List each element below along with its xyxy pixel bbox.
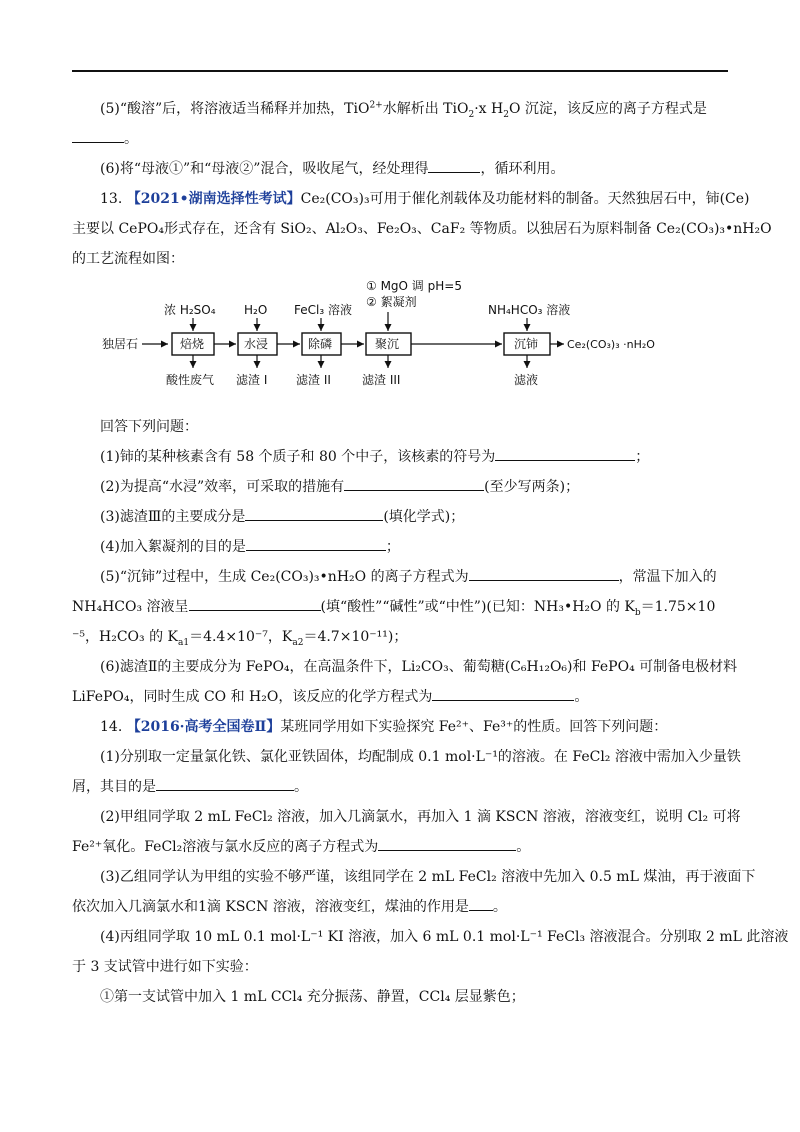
source-tag: 【2016·高考全国卷Ⅱ】 [126, 719, 281, 735]
q14-part4-line2: 于 3 支试管中进行如下实验： [72, 959, 258, 975]
q13-part6-line2: LiFePO₄，同时生成 CO 和 H₂O，该反应的化学方程式为 。 [72, 689, 589, 705]
input-flocculant: ② 絮凝剂 [366, 295, 417, 309]
output-acid-gas: 酸性废气 [166, 373, 215, 387]
answer-blank[interactable] [156, 778, 294, 791]
answer-blank[interactable] [469, 898, 493, 911]
step-roast-label: 焙烧 [180, 337, 205, 351]
q13-header: 13. 【2021•湖南选择性考试】Ce₂(CO₃)₃可用于催化剂载体及功能材料的制备。天然独居石中，铈(Ce) [100, 191, 750, 207]
answer-blank[interactable] [246, 538, 386, 551]
question-number: 13. [100, 191, 123, 207]
output-residue-1: 滤渣 I [236, 373, 268, 387]
q13-part2: (2)为提高“水浸”效率，可采取的措施有 (至少写两条)； [100, 479, 580, 495]
q14-header: 14. 【2016·高考全国卷Ⅱ】某班同学用如下实验探究 Fe²⁺、Fe³⁺的性质。回答下列问题： [100, 719, 668, 735]
source-tag: 【2021•湖南选择性考试】 [126, 191, 301, 207]
q14-part2: (2)甲组同学取 2 mL FeCl₂ 溶液，加入几滴氯水，再加入 1 滴 KSCN 溶液，溶液变红，说明 Cl₂ 可将 [100, 809, 741, 825]
q13-part5-line2: NH₄HCO₃ 溶液呈 (填“酸性”“碱性”或“中性”)(已知：NH₃•H₂O 的 $K_b=1.75\times 10$ [72, 599, 716, 618]
q13-lead: 回答下列问题： [100, 419, 198, 435]
q13-part6: (6)滤渣Ⅱ的主要成分为 FePO₄，在高温条件下，Li₂CO₃、葡萄糖(C₆H₁₂O₆)和 FePO₄ 可制备电极材料 [100, 659, 738, 675]
q13-intro-line2: 主要以 CePO₄形式存在，还含有 SiO₂、Al₂O₃、Fe₂O₃、CaF₂ 等物质。以独居石为原料制备 Ce₂(CO₃)₃•nH₂O [72, 221, 772, 237]
answer-blank[interactable] [189, 598, 321, 611]
q14-part4: (4)丙组同学取 10 mL 0.1 mol·L⁻¹ KI 溶液，加入 6 mL 0.1 mol·L⁻¹ FeCl₃ 溶液混合。分别取 2 mL 此溶液 [100, 929, 789, 945]
q13-part3: (3)滤渣Ⅲ的主要成分是 (填化学式)； [100, 509, 465, 525]
q13-part4: (4)加入絮凝剂的目的是 ； [100, 539, 400, 555]
q14-part2-line2: Fe²⁺氧化。FeCl₂溶液与氯水反应的离子方程式为 。 [72, 839, 531, 855]
answer-blank[interactable] [495, 448, 635, 461]
q12-part5: (5)“酸溶”后，将溶液适当稀释并加热，TiO$^{2+}$水解析出 TiO$_2$·x $H_2O$ 沉淀，该反应的离子方程式是 [100, 100, 707, 120]
q13-intro-line3: 的工艺流程如图： [72, 251, 184, 267]
output-residue-2: 滤渣 II [296, 373, 331, 387]
input-mgo-ph: ① MgO 调 pH=5 [366, 279, 462, 293]
q13-part5: (5)“沉铈”过程中，生成 Ce₂(CO₃)₃•nH₂O 的离子方程式为 ，常温下加入的 [100, 569, 717, 585]
step-cerium-precipitation-label: 沉铈 [514, 337, 539, 351]
input-ammonium-bicarbonate: NH₄HCO₃ 溶液 [488, 303, 571, 317]
answer-blank[interactable] [72, 130, 124, 143]
q14-part1: (1)分别取一定量氯化铁、氯化亚铁固体，均配制成 0.1 mol·L⁻¹的溶液。在 FeCl₂ 溶液中需加入少量铁 [100, 749, 741, 765]
q13-part5-line3: ⁻⁵，H₂CO₃ 的 $K_{a1}=4.4\times 10^{-7}$，$K_{a2}=4.7\times 10^{-11}$)； [72, 629, 408, 648]
answer-blank[interactable] [428, 160, 480, 173]
input-conc-sulfuric-acid: 浓 H₂SO₄ [164, 303, 216, 317]
flow-product-label: Ce₂(CO₃)₃ ·nH₂O [567, 338, 655, 351]
q12-part6: (6)将“母液①”和“母液②”混合，吸收尾气，经处理得 ，循环利用。 [100, 161, 565, 177]
question-number: 14. [100, 719, 123, 735]
answer-blank[interactable] [344, 478, 484, 491]
q13-part1: (1)铈的某种核素含有 58 个质子和 80 个中子，该核素的符号为 ； [100, 449, 650, 465]
answer-blank[interactable] [469, 568, 619, 581]
q14-part3-line2: 依次加入几滴氯水和1滴 KSCN 溶液，溶液变红，煤油的作用是 。 [72, 899, 507, 915]
input-ferric-chloride: FeCl₃ 溶液 [294, 303, 352, 317]
input-water: H₂O [244, 303, 268, 317]
q14-part4-step1: ①第一支试管中加入 1 mL CCl₄ 充分振荡、静置，CCl₄ 层显紫色； [100, 989, 525, 1005]
answer-blank[interactable] [378, 838, 516, 851]
q14-part1-line2: 屑，其目的是 。 [72, 779, 308, 795]
answer-blank[interactable] [432, 688, 574, 701]
step-phosphorus-removal-label: 除磷 [308, 337, 333, 351]
step-coagulation-label: 聚沉 [375, 337, 400, 351]
flow-start-label: 独居石 [102, 337, 139, 351]
header-rule [72, 70, 728, 72]
answer-blank[interactable] [245, 508, 383, 521]
q12-part5-answer: 。 [72, 130, 732, 148]
process-flowchart [96, 276, 716, 394]
step-water-leach-label: 水浸 [244, 337, 269, 351]
output-residue-3: 滤渣 III [362, 373, 401, 387]
output-filtrate: 滤液 [514, 373, 539, 387]
q14-part3: (3)乙组同学认为甲组的实验不够严谨，该组同学在 2 mL FeCl₂ 溶液中先加入 0.5 mL 煤油，再于液面下 [100, 869, 756, 885]
